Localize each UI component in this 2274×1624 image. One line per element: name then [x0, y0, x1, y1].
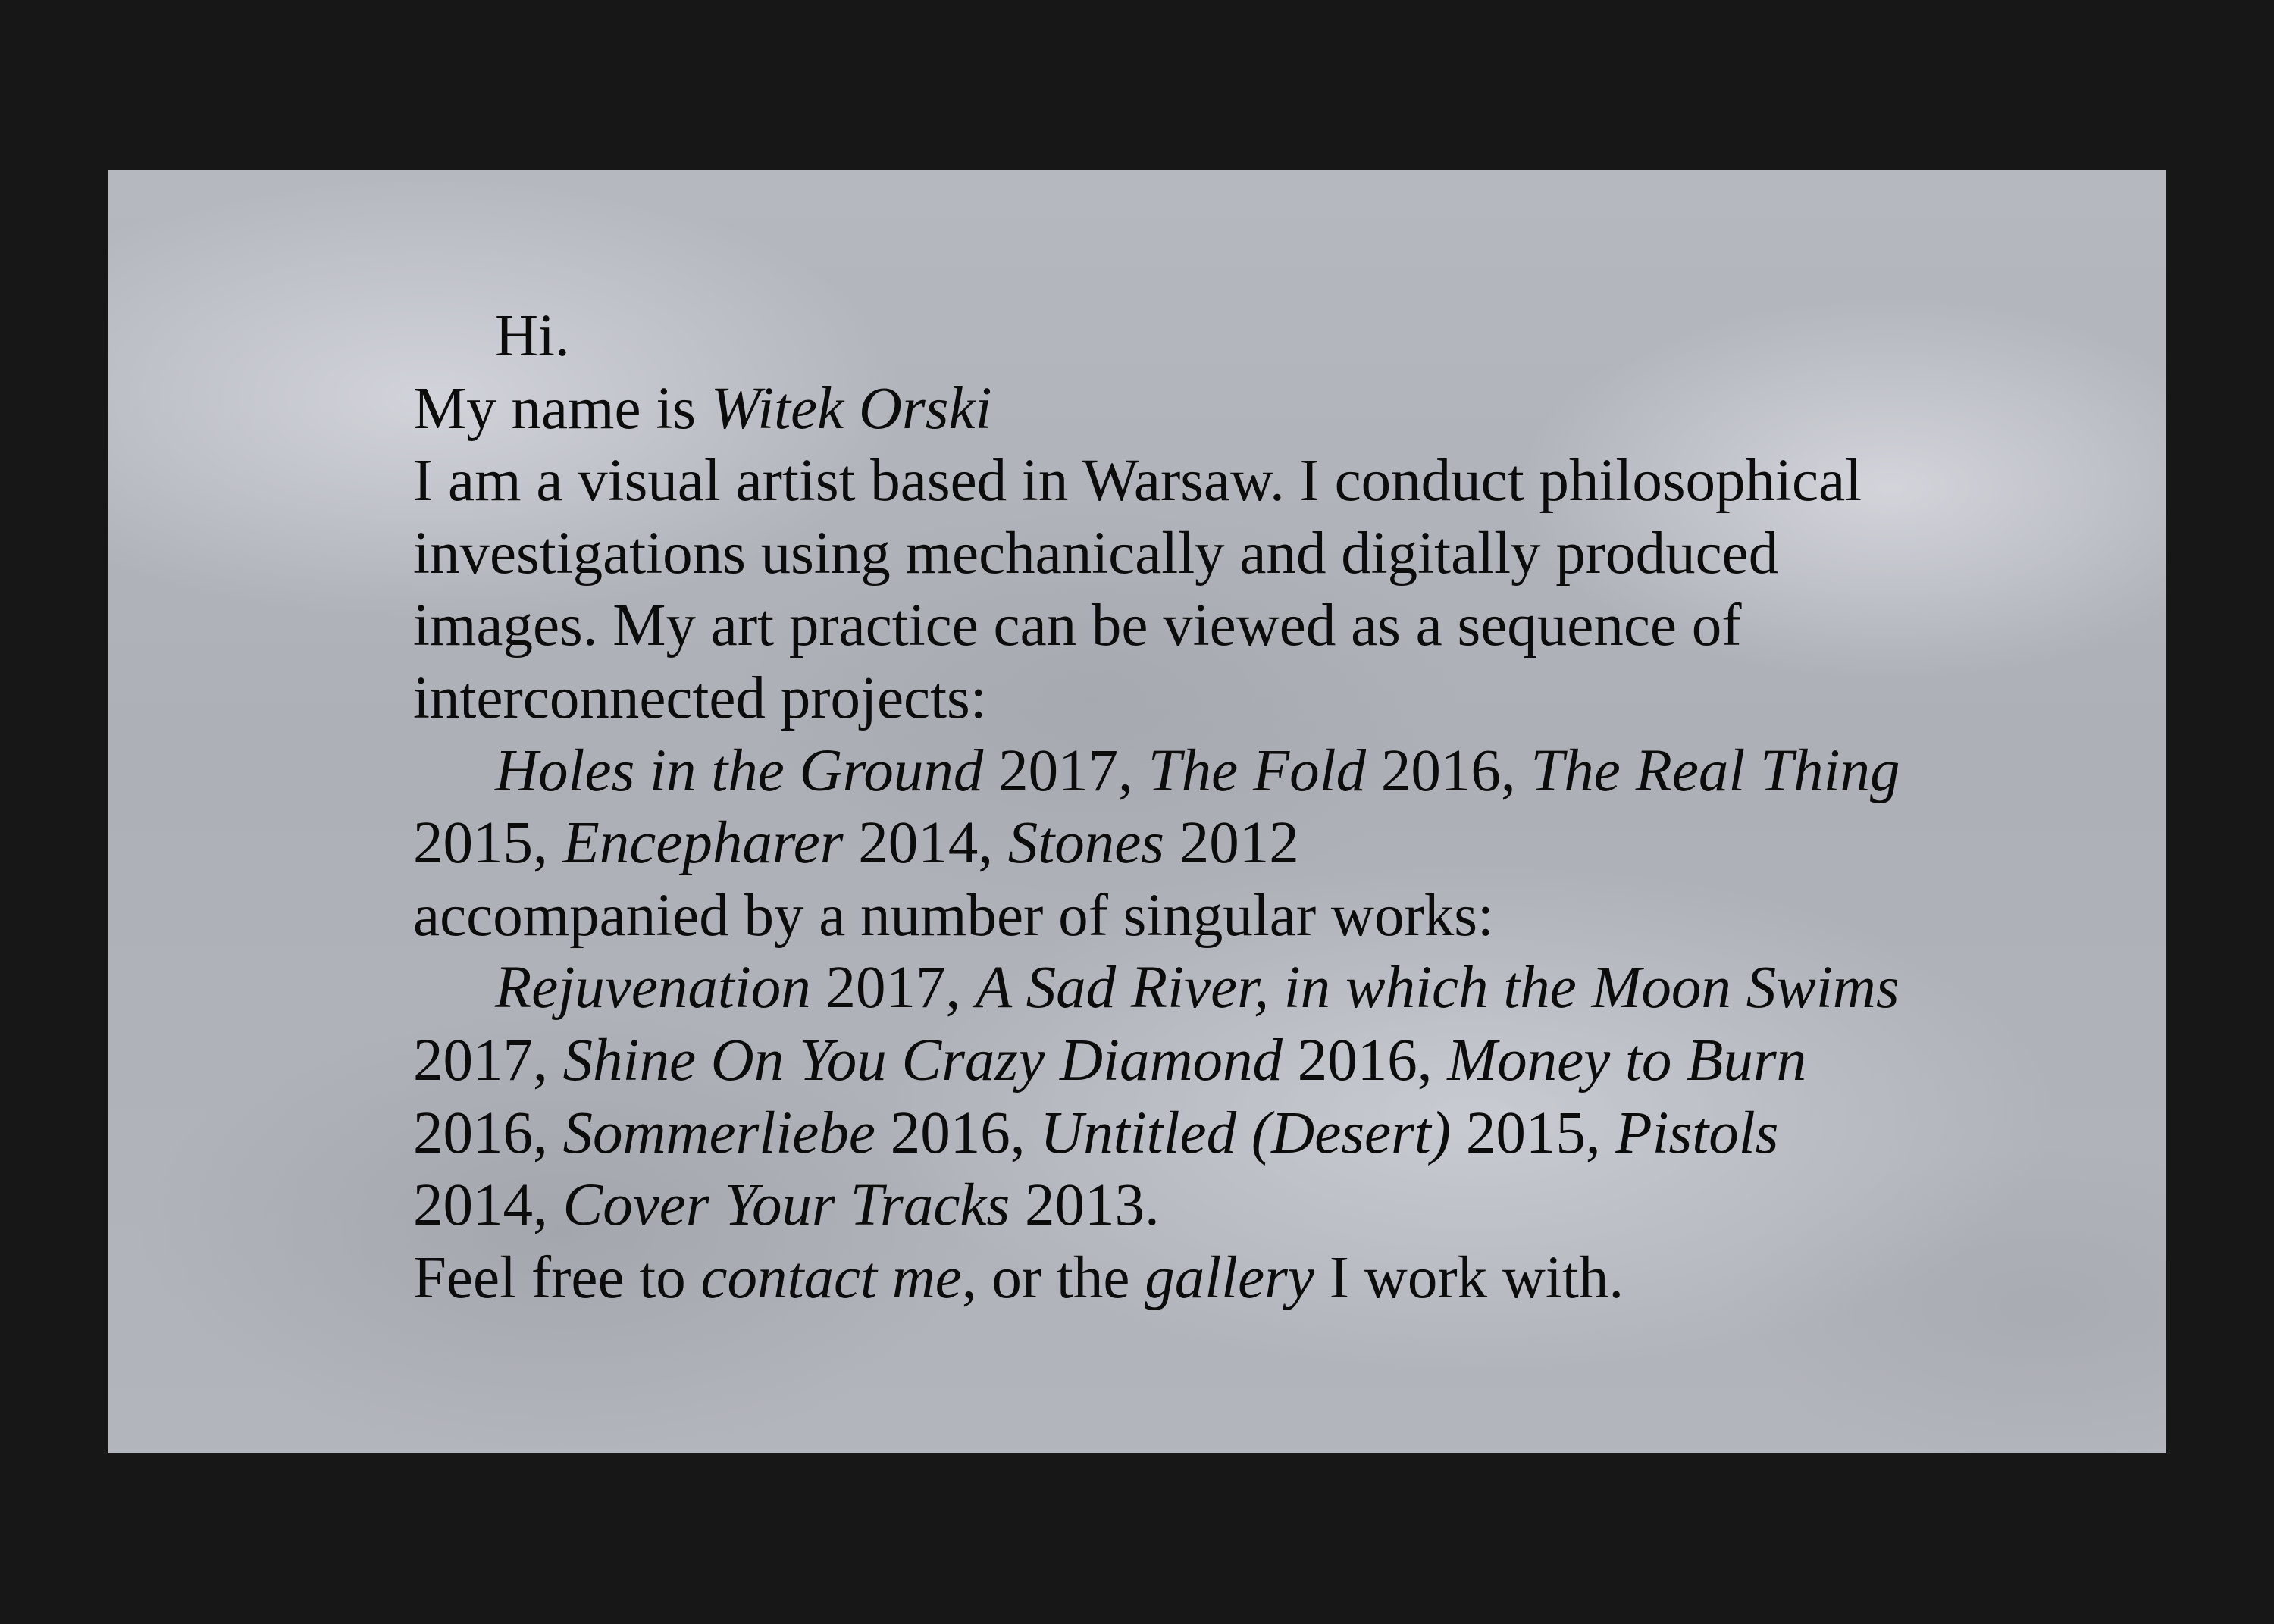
work-year: 2016	[413, 1100, 533, 1166]
work-title: Shine On You Crazy Diamond	[562, 1027, 1283, 1094]
separator: ,	[533, 810, 563, 877]
gallery-link[interactable]: gallery	[1145, 1244, 1314, 1311]
project-item[interactable]	[563, 810, 979, 876]
greeting: Hi.	[495, 303, 570, 369]
project-item[interactable]	[1008, 810, 1299, 876]
work-item[interactable]	[495, 955, 946, 1021]
work-title: Untitled (Desert)	[1040, 1100, 1452, 1166]
work-title: Sommerliebe	[562, 1100, 875, 1166]
sky-background	[108, 170, 2166, 1453]
contact-link[interactable]: contact me	[700, 1244, 962, 1311]
work-item[interactable]	[563, 1028, 1417, 1094]
bio-paragraph: I am a visual artist based in Warsaw. I conduct philosophical investigations using mechanically and digitally produced images. My art practice can be viewed as a sequence of interconnected projects:	[413, 448, 1862, 731]
work-title: Rejuvenation	[495, 955, 811, 1022]
work-title: Pistols	[1615, 1100, 1779, 1166]
artist-name: Witek Orski	[710, 375, 992, 442]
work-year: 2017	[825, 955, 946, 1022]
separator: ,	[945, 955, 976, 1022]
work-year: 2015	[1465, 1100, 1586, 1166]
work-item[interactable]	[563, 1172, 1145, 1238]
work-item[interactable]	[563, 1100, 1010, 1166]
works-list	[413, 952, 1914, 1241]
separator: ,	[533, 1027, 563, 1094]
work-item[interactable]	[1040, 1100, 1586, 1166]
work-year: 2016	[1297, 1027, 1417, 1094]
project-item[interactable]	[1148, 738, 1501, 804]
project-title: Stones	[1007, 810, 1165, 877]
separator: ,	[1118, 737, 1148, 804]
separator: ,	[533, 1100, 563, 1166]
project-year: 2015	[413, 810, 533, 877]
contact-prefix: Feel free to	[413, 1244, 701, 1311]
projects-list	[413, 735, 1914, 880]
separator: ,	[1585, 1100, 1616, 1166]
work-title: Money to Burn	[1447, 1027, 1807, 1094]
work-year: 2013	[1024, 1172, 1145, 1239]
project-year: 2016	[1380, 737, 1501, 804]
name-line	[413, 373, 1914, 446]
project-year: 2014	[858, 810, 979, 877]
separator: ,	[1010, 1100, 1041, 1166]
project-title: The Fold	[1148, 737, 1367, 804]
project-item[interactable]	[495, 738, 1118, 804]
separator: ,	[1417, 1027, 1448, 1094]
work-year: 2016	[890, 1100, 1010, 1166]
project-title: Holes in the Ground	[495, 737, 984, 804]
work-title: A Sad River, in which the Moon Swims	[976, 955, 1900, 1022]
contact-line	[413, 1242, 1914, 1315]
separator: ,	[978, 810, 1008, 877]
work-year: 2014	[413, 1172, 533, 1239]
project-year: 2017	[998, 737, 1119, 804]
project-year: 2012	[1179, 810, 1299, 877]
separator: ,	[1500, 737, 1531, 804]
project-title: The Real Thing	[1530, 737, 1900, 804]
separator: ,	[533, 1172, 563, 1239]
contact-middle: , or the	[961, 1244, 1145, 1311]
work-title: Cover Your Tracks	[562, 1172, 1010, 1239]
separator: .	[1144, 1172, 1160, 1239]
name-prefix: My name is	[413, 375, 711, 442]
about-text	[413, 300, 1914, 1314]
works-intro: accompanied by a number of singular works:	[413, 882, 1494, 949]
contact-suffix: I work with.	[1314, 1244, 1624, 1311]
work-year: 2017	[413, 1027, 533, 1094]
project-title: Encepharer	[562, 810, 844, 877]
